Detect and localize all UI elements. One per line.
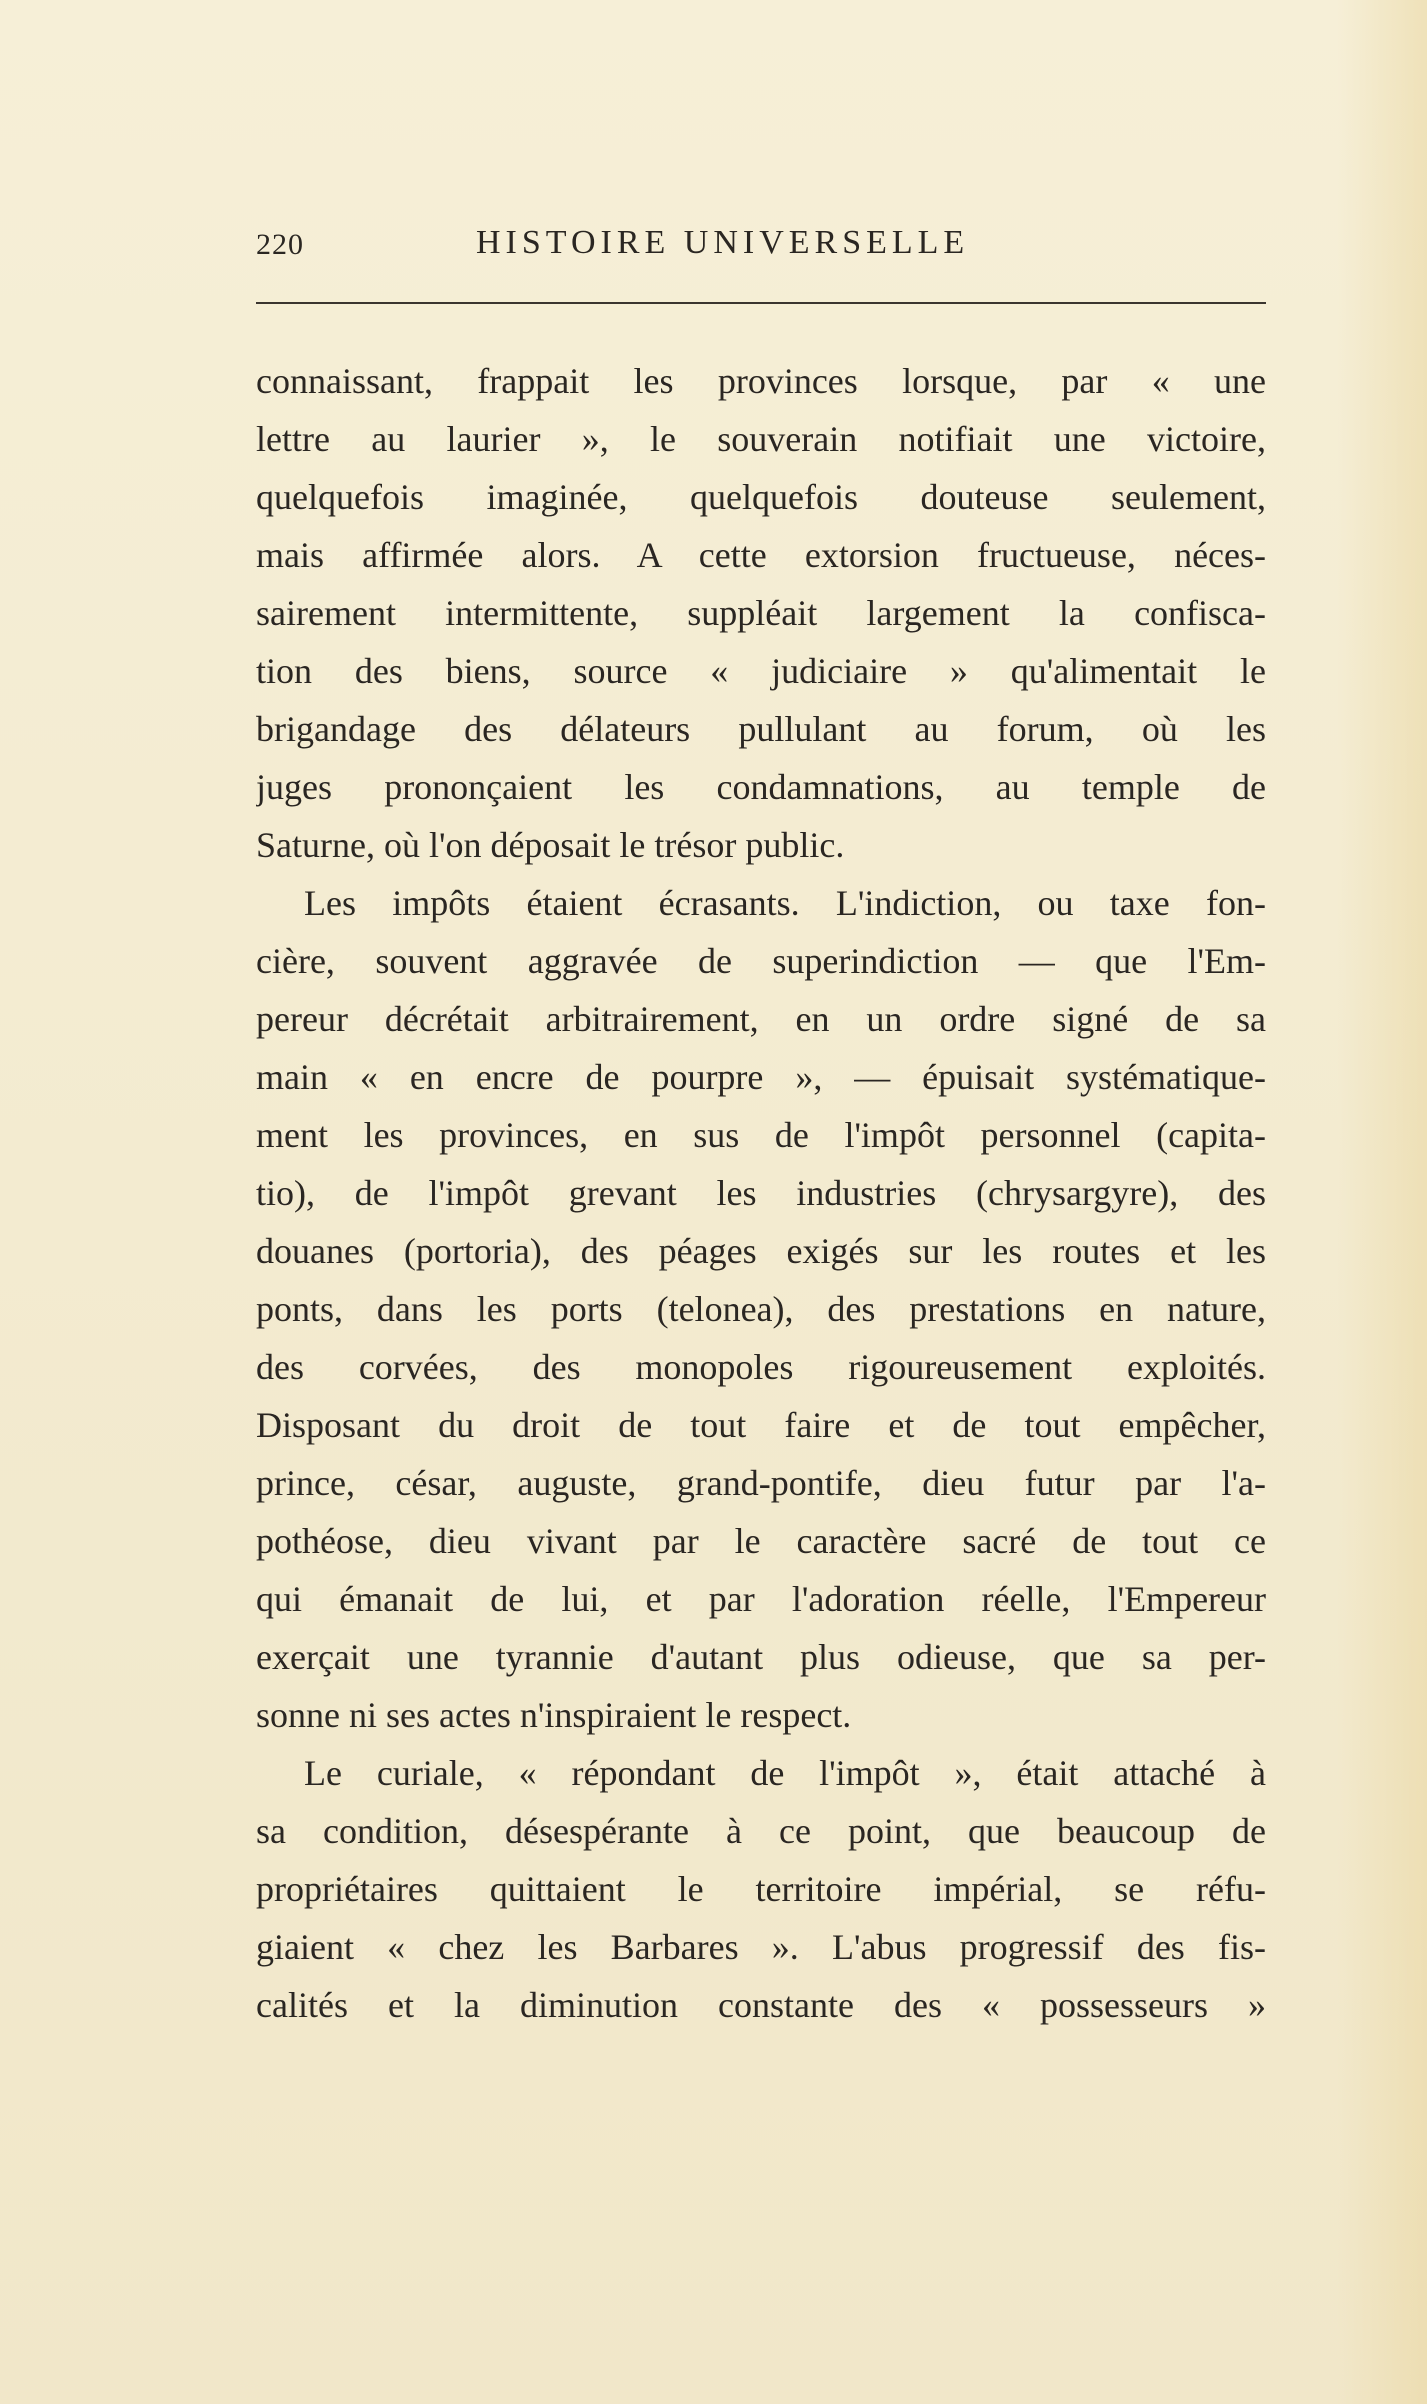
running-title: HISTOIRE UNIVERSELLE — [476, 224, 970, 261]
text-line: mais affirmée alors. A cette extorsion fructueuse, néces- — [256, 535, 1266, 575]
page-edge-shading — [1337, 0, 1427, 2404]
text-line: brigandage des délateurs pullulant au forum, où les — [256, 709, 1266, 749]
page-header — [256, 224, 1266, 284]
page-number: 220 — [256, 228, 304, 261]
text-line: des corvées, des monopoles rigoureusement exploités. — [256, 1347, 1266, 1387]
text-line: tio), de l'impôt grevant les industries (chrysargyre), des — [256, 1173, 1266, 1213]
text-line: sonne ni ses actes n'inspiraient le respect. — [256, 1695, 852, 1735]
text-line: sa condition, désespérante à ce point, que beaucoup de — [256, 1811, 1266, 1851]
text-line: Le curiale, « répondant de l'impôt », était attaché à — [304, 1753, 1266, 1793]
text-line: Les impôts étaient écrasants. L'indiction, ou taxe fon- — [304, 883, 1266, 923]
text-line: pereur décrétait arbitrairement, en un ordre signé de sa — [256, 999, 1266, 1039]
text-line: propriétaires quittaient le territoire impérial, se réfu- — [256, 1869, 1266, 1909]
text-line: sairement intermittente, suppléait largement la confisca- — [256, 593, 1266, 633]
text-line: connaissant, frappait les provinces lorsque, par « une — [256, 361, 1266, 401]
text-line: juges prononçaient les condamnations, au temple de — [256, 767, 1266, 807]
text-line: Saturne, où l'on déposait le trésor public. — [256, 825, 845, 865]
text-line: exerçait une tyrannie d'autant plus odieuse, que sa per- — [256, 1637, 1266, 1677]
text-line: qui émanait de lui, et par l'adoration réelle, l'Empereur — [256, 1579, 1266, 1619]
text-line: quelquefois imaginée, quelquefois douteuse seulement, — [256, 477, 1266, 517]
text-line: Disposant du droit de tout faire et de tout empêcher, — [256, 1405, 1266, 1445]
text-line: main « en encre de pourpre », — épuisait systématique- — [256, 1057, 1266, 1097]
body-text — [256, 352, 1266, 2034]
text-line: ponts, dans les ports (telonea), des prestations en nature, — [256, 1289, 1266, 1329]
header-rule — [256, 302, 1266, 304]
text-line: lettre au laurier », le souverain notifiait une victoire, — [256, 419, 1266, 459]
text-line: pothéose, dieu vivant par le caractère sacré de tout ce — [256, 1521, 1266, 1561]
text-line: cière, souvent aggravée de superindiction — que l'Em- — [256, 941, 1266, 981]
text-line: ment les provinces, en sus de l'impôt personnel (capita- — [256, 1115, 1266, 1155]
text-line: calités et la diminution constante des « possesseurs » — [256, 1985, 1266, 2025]
text-line: tion des biens, source « judiciaire » qu'alimentait le — [256, 651, 1266, 691]
text-line: prince, césar, auguste, grand-pontife, dieu futur par l'a- — [256, 1463, 1266, 1503]
text-line: douanes (portoria), des péages exigés sur les routes et les — [256, 1231, 1266, 1271]
text-line: giaient « chez les Barbares ». L'abus progressif des fis- — [256, 1927, 1266, 1967]
